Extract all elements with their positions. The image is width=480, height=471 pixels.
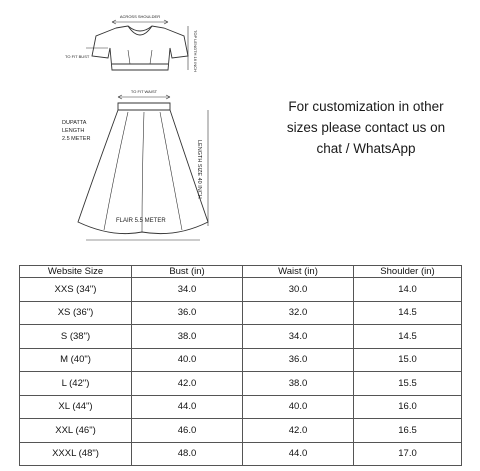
dupatta-length-line3: 2.5 METER bbox=[62, 136, 91, 142]
customization-note bbox=[258, 96, 474, 159]
table-row bbox=[20, 348, 462, 372]
size-chart-table bbox=[19, 265, 462, 466]
size-cell: S (38") bbox=[20, 325, 132, 349]
table-header-row bbox=[20, 266, 462, 278]
size-cell: XXL (46") bbox=[20, 419, 132, 443]
bust-cell: 36.0 bbox=[132, 301, 243, 325]
waist-cell: 30.0 bbox=[243, 278, 354, 302]
note-line-2: sizes please contact us on bbox=[286, 120, 446, 135]
shoulder-cell: 15.5 bbox=[354, 372, 462, 396]
header-waist: Waist (in) bbox=[243, 266, 354, 278]
size-cell: M (40") bbox=[20, 348, 132, 372]
bust-cell: 46.0 bbox=[132, 419, 243, 443]
waist-cell: 36.0 bbox=[243, 348, 354, 372]
header-shoulder: Shoulder (in) bbox=[354, 266, 462, 278]
across-shoulder-label: ACROSS SHOULDER bbox=[119, 14, 161, 19]
size-cell: XS (36") bbox=[20, 301, 132, 325]
waist-cell: 42.0 bbox=[243, 419, 354, 443]
shoulder-cell: 17.0 bbox=[354, 442, 462, 466]
to-fit-bust-label: TO FIT BUST bbox=[65, 54, 90, 59]
dupatta-length-line1: DUPATTA bbox=[62, 120, 87, 126]
size-cell: L (42") bbox=[20, 372, 132, 396]
bust-cell: 48.0 bbox=[132, 442, 243, 466]
waist-cell: 34.0 bbox=[243, 325, 354, 349]
shoulder-cell: 16.0 bbox=[354, 395, 462, 419]
bust-cell: 44.0 bbox=[132, 395, 243, 419]
table-row bbox=[20, 301, 462, 325]
waist-cell: 32.0 bbox=[243, 301, 354, 325]
header-bust: Bust (in) bbox=[132, 266, 243, 278]
size-cell: XXXL (48") bbox=[20, 442, 132, 466]
waist-cell: 40.0 bbox=[243, 395, 354, 419]
table-row bbox=[20, 372, 462, 396]
length-size-label: LENGTH SIZE 40 INCH bbox=[196, 140, 202, 199]
note-line-3: chat / WhatsApp bbox=[316, 141, 416, 156]
dupatta-length-line2: LENGTH bbox=[62, 128, 85, 134]
bust-cell: 34.0 bbox=[132, 278, 243, 302]
note-line-1: For customization in other bbox=[288, 99, 444, 114]
bust-cell: 42.0 bbox=[132, 372, 243, 396]
blouse-drawing bbox=[86, 20, 188, 70]
shoulder-cell: 14.5 bbox=[354, 301, 462, 325]
flair-label: FLAIR 5.5 METER bbox=[116, 218, 166, 224]
size-cell: XL (44") bbox=[20, 395, 132, 419]
shoulder-cell: 15.0 bbox=[354, 348, 462, 372]
table-row bbox=[20, 325, 462, 349]
bust-cell: 38.0 bbox=[132, 325, 243, 349]
waist-cell: 38.0 bbox=[243, 372, 354, 396]
top-length-label: TOP LENGTH 16 INCH bbox=[193, 30, 198, 72]
shoulder-cell: 16.5 bbox=[354, 419, 462, 443]
table-row bbox=[20, 278, 462, 302]
table-row bbox=[20, 419, 462, 443]
bust-cell: 40.0 bbox=[132, 348, 243, 372]
shoulder-cell: 14.0 bbox=[354, 278, 462, 302]
to-fit-waist-label: TO FIT WAIST bbox=[130, 89, 158, 94]
garment-measurement-illustration bbox=[0, 0, 260, 250]
header-website-size: Website Size bbox=[20, 266, 132, 278]
size-cell: XXS (34") bbox=[20, 278, 132, 302]
shoulder-cell: 14.5 bbox=[354, 325, 462, 349]
table-row bbox=[20, 442, 462, 466]
waist-cell: 44.0 bbox=[243, 442, 354, 466]
table-row bbox=[20, 395, 462, 419]
